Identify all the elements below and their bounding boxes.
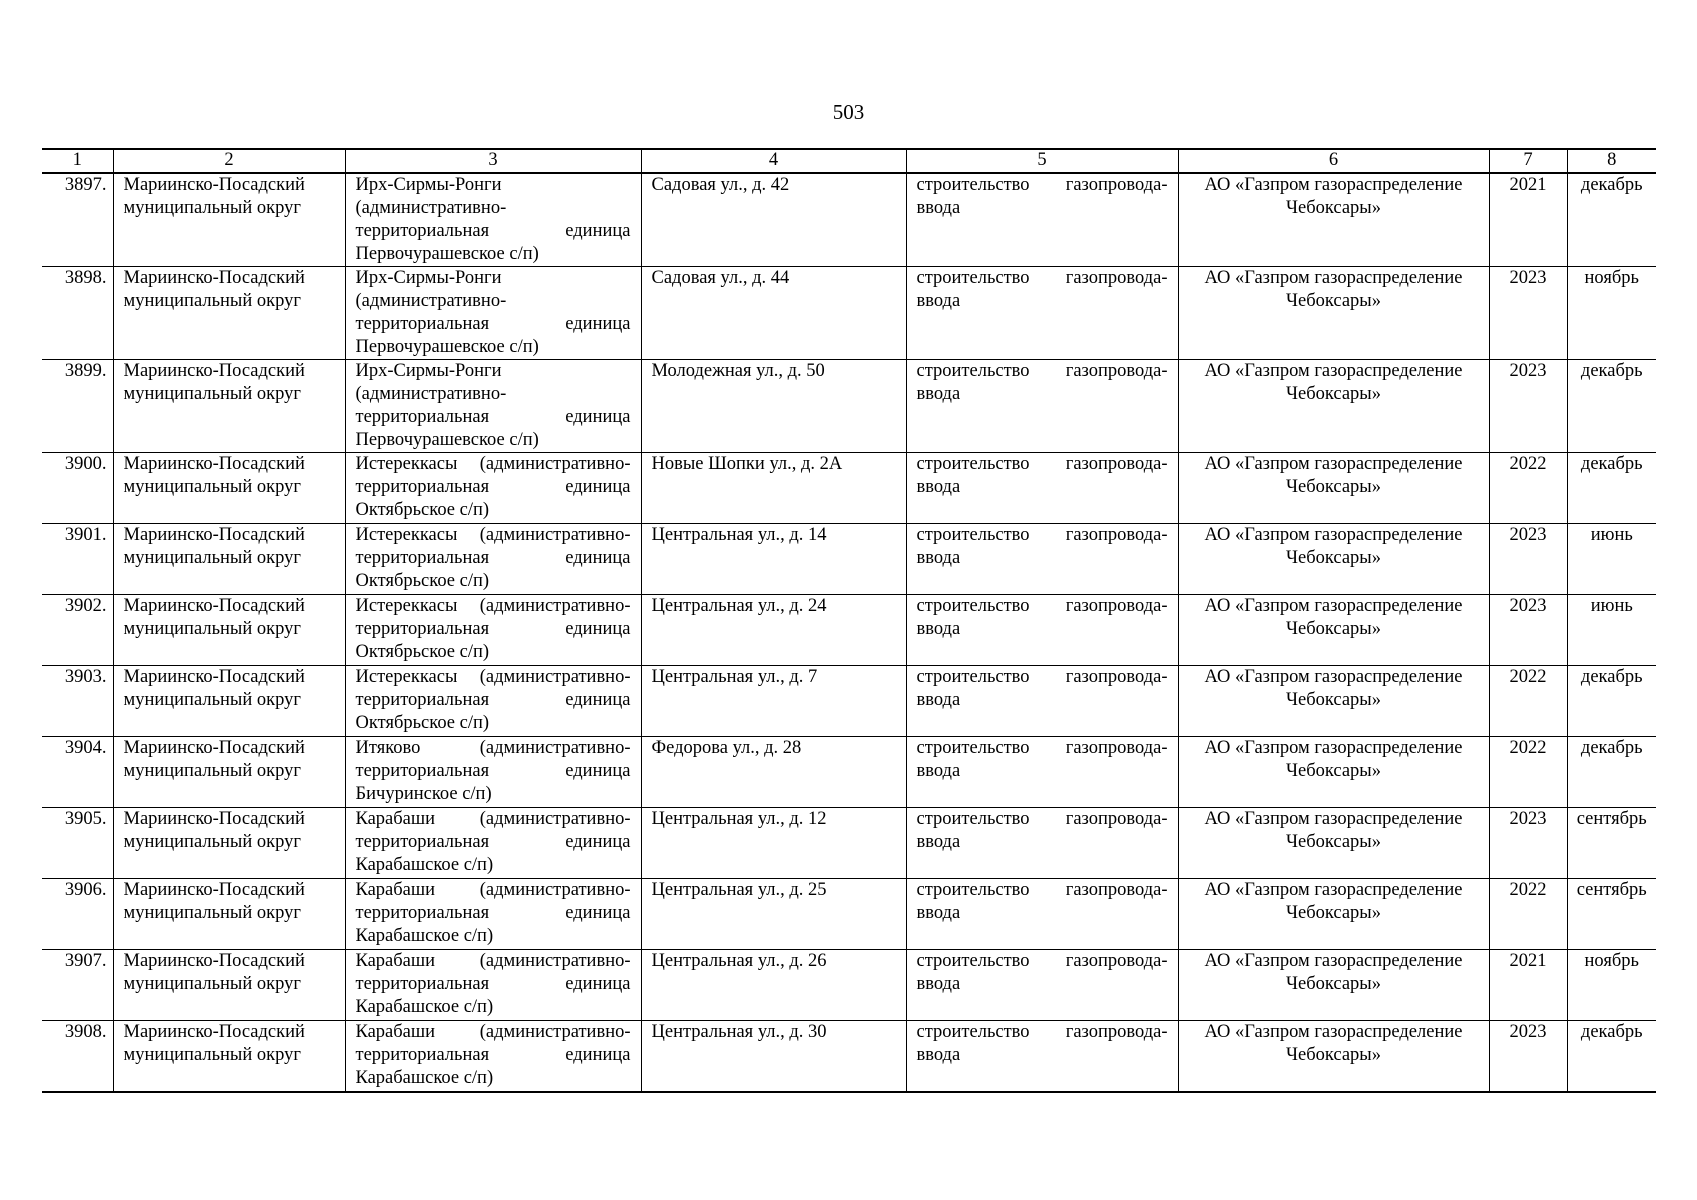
locality-cell: Карабаши (административно-территориальная единица Карабашское с/п)	[345, 1021, 641, 1093]
month-cell: декабрь	[1567, 360, 1656, 453]
row-number: 3903.	[42, 666, 113, 737]
district-cell: Мариинско-Посадский муниципальный округ	[113, 453, 345, 524]
row-number: 3908.	[42, 1021, 113, 1093]
month-cell: декабрь	[1567, 453, 1656, 524]
district-cell: Мариинско-Посадский муниципальный округ	[113, 173, 345, 267]
table-row	[42, 1021, 1656, 1093]
organization-cell: АО «Газпром газораспределение Чебоксары»	[1178, 267, 1489, 360]
work-type-cell: строительство газопровода-ввода	[906, 267, 1178, 360]
month-cell: ноябрь	[1567, 950, 1656, 1021]
column-number: 3	[345, 149, 641, 173]
month-cell: июнь	[1567, 524, 1656, 595]
year-cell: 2023	[1489, 524, 1567, 595]
year-cell: 2022	[1489, 879, 1567, 950]
organization-cell: АО «Газпром газораспределение Чебоксары»	[1178, 453, 1489, 524]
locality-cell: Карабаши (административно-территориальная единица Карабашское с/п)	[345, 879, 641, 950]
organization-cell: АО «Газпром газораспределение Чебоксары»	[1178, 173, 1489, 267]
month-cell: сентябрь	[1567, 879, 1656, 950]
locality-cell: Истереккасы (административно-территориальная единица Октябрьское с/п)	[345, 524, 641, 595]
district-cell: Мариинско-Посадский муниципальный округ	[113, 360, 345, 453]
work-type-cell: строительство газопровода-ввода	[906, 950, 1178, 1021]
column-number: 4	[641, 149, 906, 173]
organization-cell: АО «Газпром газораспределение Чебоксары»	[1178, 1021, 1489, 1093]
row-number: 3907.	[42, 950, 113, 1021]
locality-cell: Ирх-Сирмы-Ронги (административно-территориальная единица Первочурашевское с/п)	[345, 173, 641, 267]
district-cell: Мариинско-Посадский муниципальный округ	[113, 808, 345, 879]
district-cell: Мариинско-Посадский муниципальный округ	[113, 524, 345, 595]
row-number: 3905.	[42, 808, 113, 879]
month-cell: сентябрь	[1567, 808, 1656, 879]
organization-cell: АО «Газпром газораспределение Чебоксары»	[1178, 595, 1489, 666]
organization-cell: АО «Газпром газораспределение Чебоксары»	[1178, 950, 1489, 1021]
row-number: 3906.	[42, 879, 113, 950]
locality-cell: Истереккасы (административно-территориальная единица Октябрьское с/п)	[345, 595, 641, 666]
column-number: 2	[113, 149, 345, 173]
year-cell: 2023	[1489, 595, 1567, 666]
year-cell: 2021	[1489, 950, 1567, 1021]
column-number-row	[42, 149, 1656, 173]
row-number: 3901.	[42, 524, 113, 595]
table-row	[42, 879, 1656, 950]
year-cell: 2023	[1489, 808, 1567, 879]
organization-cell: АО «Газпром газораспределение Чебоксары»	[1178, 808, 1489, 879]
address-cell: Центральная ул., д. 7	[641, 666, 906, 737]
work-type-cell: строительство газопровода-ввода	[906, 808, 1178, 879]
table-row	[42, 950, 1656, 1021]
locality-cell: Ирх-Сирмы-Ронги (административно-территориальная единица Первочурашевское с/п)	[345, 360, 641, 453]
district-cell: Мариинско-Посадский муниципальный округ	[113, 666, 345, 737]
district-cell: Мариинско-Посадский муниципальный округ	[113, 737, 345, 808]
district-cell: Мариинско-Посадский муниципальный округ	[113, 879, 345, 950]
column-number: 8	[1567, 149, 1656, 173]
month-cell: декабрь	[1567, 1021, 1656, 1093]
district-cell: Мариинско-Посадский муниципальный округ	[113, 950, 345, 1021]
organization-cell: АО «Газпром газораспределение Чебоксары»	[1178, 737, 1489, 808]
month-cell: декабрь	[1567, 173, 1656, 267]
year-cell: 2023	[1489, 1021, 1567, 1093]
locality-cell: Итяково (административно-территориальная единица Бичуринское с/п)	[345, 737, 641, 808]
table-row	[42, 173, 1656, 267]
work-type-cell: строительство газопровода-ввода	[906, 360, 1178, 453]
table-row	[42, 453, 1656, 524]
address-cell: Садовая ул., д. 42	[641, 173, 906, 267]
address-cell: Молодежная ул., д. 50	[641, 360, 906, 453]
work-type-cell: строительство газопровода-ввода	[906, 524, 1178, 595]
locality-cell: Карабаши (административно-территориальная единица Карабашское с/п)	[345, 950, 641, 1021]
address-cell: Центральная ул., д. 14	[641, 524, 906, 595]
organization-cell: АО «Газпром газораспределение Чебоксары»	[1178, 666, 1489, 737]
column-number: 7	[1489, 149, 1567, 173]
address-cell: Новые Шопки ул., д. 2А	[641, 453, 906, 524]
column-number: 1	[42, 149, 113, 173]
address-cell: Центральная ул., д. 24	[641, 595, 906, 666]
address-cell: Центральная ул., д. 26	[641, 950, 906, 1021]
row-number: 3898.	[42, 267, 113, 360]
column-number: 6	[1178, 149, 1489, 173]
month-cell: декабрь	[1567, 737, 1656, 808]
year-cell: 2023	[1489, 360, 1567, 453]
table-row	[42, 666, 1656, 737]
organization-cell: АО «Газпром газораспределение Чебоксары»	[1178, 524, 1489, 595]
address-cell: Центральная ул., д. 25	[641, 879, 906, 950]
year-cell: 2022	[1489, 453, 1567, 524]
table-row	[42, 360, 1656, 453]
work-type-cell: строительство газопровода-ввода	[906, 737, 1178, 808]
table-row	[42, 737, 1656, 808]
work-type-cell: строительство газопровода-ввода	[906, 879, 1178, 950]
page-number: 503	[832, 100, 865, 124]
address-cell: Садовая ул., д. 44	[641, 267, 906, 360]
locality-cell: Истереккасы (административно-территориальная единица Октябрьское с/п)	[345, 666, 641, 737]
year-cell: 2022	[1489, 666, 1567, 737]
month-cell: июнь	[1567, 595, 1656, 666]
month-cell: ноябрь	[1567, 267, 1656, 360]
gas-connection-table	[42, 148, 1656, 1093]
address-cell: Федорова ул., д. 28	[641, 737, 906, 808]
column-number: 5	[906, 149, 1178, 173]
year-cell: 2022	[1489, 737, 1567, 808]
row-number: 3900.	[42, 453, 113, 524]
district-cell: Мариинско-Посадский муниципальный округ	[113, 595, 345, 666]
work-type-cell: строительство газопровода-ввода	[906, 173, 1178, 267]
month-cell: декабрь	[1567, 666, 1656, 737]
table-row	[42, 808, 1656, 879]
table-row	[42, 524, 1656, 595]
year-cell: 2021	[1489, 173, 1567, 267]
locality-cell: Карабаши (административно-территориальная единица Карабашское с/п)	[345, 808, 641, 879]
locality-cell: Истереккасы (административно-территориальная единица Октябрьское с/п)	[345, 453, 641, 524]
table-row	[42, 267, 1656, 360]
locality-cell: Ирх-Сирмы-Ронги (административно-территориальная единица Первочурашевское с/п)	[345, 267, 641, 360]
row-number: 3902.	[42, 595, 113, 666]
year-cell: 2023	[1489, 267, 1567, 360]
work-type-cell: строительство газопровода-ввода	[906, 595, 1178, 666]
address-cell: Центральная ул., д. 12	[641, 808, 906, 879]
organization-cell: АО «Газпром газораспределение Чебоксары»	[1178, 360, 1489, 453]
work-type-cell: строительство газопровода-ввода	[906, 453, 1178, 524]
work-type-cell: строительство газопровода-ввода	[906, 666, 1178, 737]
row-number: 3899.	[42, 360, 113, 453]
district-cell: Мариинско-Посадский муниципальный округ	[113, 267, 345, 360]
row-number: 3897.	[42, 173, 113, 267]
row-number: 3904.	[42, 737, 113, 808]
work-type-cell: строительство газопровода-ввода	[906, 1021, 1178, 1093]
organization-cell: АО «Газпром газораспределение Чебоксары»	[1178, 879, 1489, 950]
district-cell: Мариинско-Посадский муниципальный округ	[113, 1021, 345, 1093]
address-cell: Центральная ул., д. 30	[641, 1021, 906, 1093]
table-row	[42, 595, 1656, 666]
